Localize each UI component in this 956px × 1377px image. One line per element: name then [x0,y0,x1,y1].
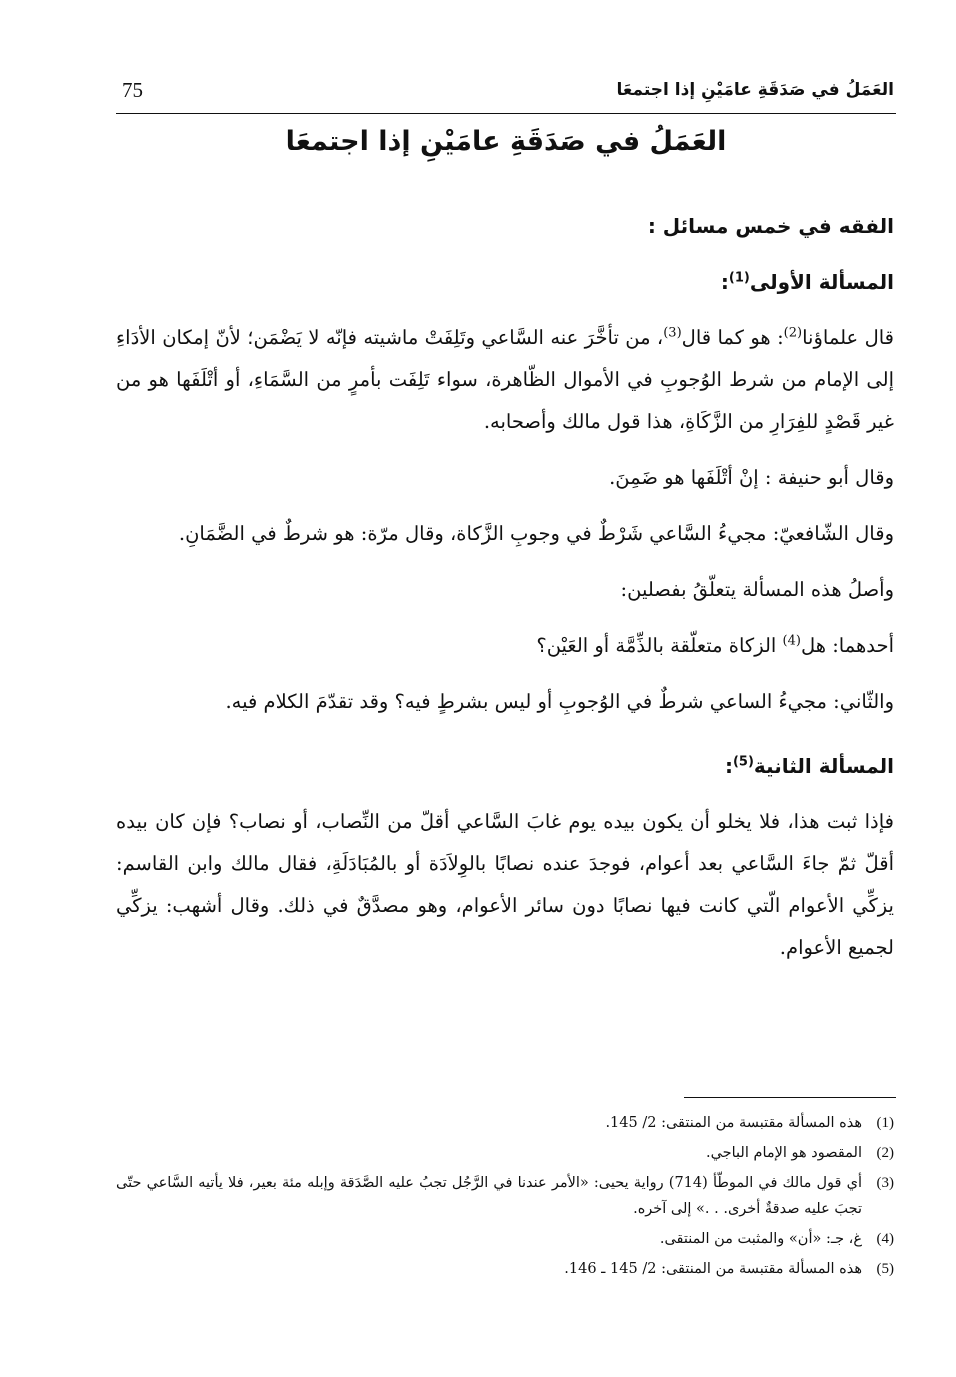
footnote-text: هذه المسألة مقتبسة من المنتقى: 2/ 145 ـ 146. [564,1261,862,1277]
question-1-paragraph-3: وقال الشّافعيّ: مجيءُ السَّاعي شَرْطٌ في وجوبِ الزَّكاة، وقال مرّة: هو شرطٌ في الضَّمَانِ. [178,522,894,545]
footnote-ref-1[interactable]: (1) [728,270,750,286]
question-1-paragraph-4: وأصلُ هذه المسألة يتعلّقُ بفصلين: [620,578,894,601]
footnote-number: (4) [876,1231,894,1247]
footnote-text: هذه المسألة مقتبسة من المنتقى: 2/ 145. [605,1115,862,1131]
question-1-paragraph-1 [116,317,894,443]
footnote-ref-5[interactable]: (5) [732,754,754,770]
footnote-number: (1) [876,1115,894,1131]
page-number: 75 [122,77,143,102]
footnote [116,1256,894,1282]
footnote-number: (3) [876,1175,894,1191]
footnote-ref-3[interactable]: (3) [663,325,682,341]
question-2-title: المسألة الثانية [753,754,894,778]
paragraph-text: : هو كما قال [681,326,784,349]
footnote-number: (2) [876,1145,894,1161]
question-1-paragraph-2: وقال أبو حنيفة : إنْ أتْلَفَها هو ضَمِنَ. [609,466,894,489]
footnote [116,1110,894,1136]
intro-heading: الفقه في خمس مسائل : [647,214,894,238]
question-2-paragraph-1: فإذا ثبت هذا، فلا يخلو أن يكون بيده يوم غابَ السَّاعي أقلّ من النِّصاب، أو نصاب؟ فإن كان بيده أقلّ ثمّ جاءَ السَّاعي بعد أعوام، فوجدَ عنده نصابًا بالوِلاَدَة أو بالمُبَادَلَةِ، فقال مالك وابن القاسم: يزكِّي الأعوام الّتي كانت فيها نصابًا دون سائر الأعوام، وهو مصدَّقٌ في ذلك. وقال أشهب: يزكِّي لجميع الأعوام. [116,810,894,959]
footnote [116,1226,894,1252]
footnote [116,1140,894,1166]
paragraph-text: ، من تأخَّرَ عنه السَّاعي وتَلِفَتْ ماشيته فإنّه لا يَضْمَن؛ لأنّ إمكان الأدَاءِ إلى الإمام من شرط الوُجوبِ في الأموال الظّاهرة، سواء تَلِفَت بأمرٍ من السَّمَاءِ، أو أتْلَفَها هو من غير قَصْدٍ للفِرَارِ من الزَّكَاةِ، هذا قول مالك وأصحابه. [116,326,894,433]
question-2-colon: : [724,754,733,778]
question-1-paragraph-5 [116,625,894,667]
footnote-ref-4[interactable]: (4) [782,633,801,649]
question-1-colon: : [720,270,729,294]
footnote-text: أي قول مالك في الموطّأ (714) رواية يحيى: «الأمر عندنا في الرَّجُل تجبُ عليه الصَّدَقة وإبله مئة بعير، فلا يأتيه السَّاعي حتّى تجبَ عليه صدقةٌ أخرى. . .» إلى آخره. [116,1175,862,1217]
question-1-paragraph-6: والثّاني: مجيءُ الساعي شرطٌ في الوُجوبِ أو ليس بشرطٍ فيه؟ وقد تقدّمَ الكلام فيه. [225,690,894,713]
running-title: العَمَلُ في صَدَقَةِ عامَيْنِ إذا اجتمعَا [616,80,894,100]
footnote-ref-2[interactable]: (2) [783,325,803,341]
body-text [116,205,894,969]
footnote-text: غ، جـ: «أن» والمثبت من المنتقى. [659,1231,862,1247]
footnotes [116,1110,894,1286]
question-2-heading [116,745,894,787]
question-1-title: المسألة الأولى [749,270,894,294]
footnote-rule [684,1097,896,1098]
chapter-title: العَمَلُ في صَدَقَةِ عامَيْنِ إذا اجتمعَا [285,126,727,157]
footnote-number: (5) [876,1261,894,1277]
running-header [112,70,894,110]
footnote-text: المقصود هو الإمام الباجي. [705,1145,862,1161]
question-1-heading [116,261,894,303]
header-rule [116,113,896,114]
paragraph-text: أحدهما: هل [800,634,894,657]
footnote [116,1170,894,1222]
paragraph-text: الزكاة متعلّقة بالذِّمَّة أو العَيْن؟ [536,634,783,657]
paragraph-text: قال علماؤنا [802,326,894,349]
